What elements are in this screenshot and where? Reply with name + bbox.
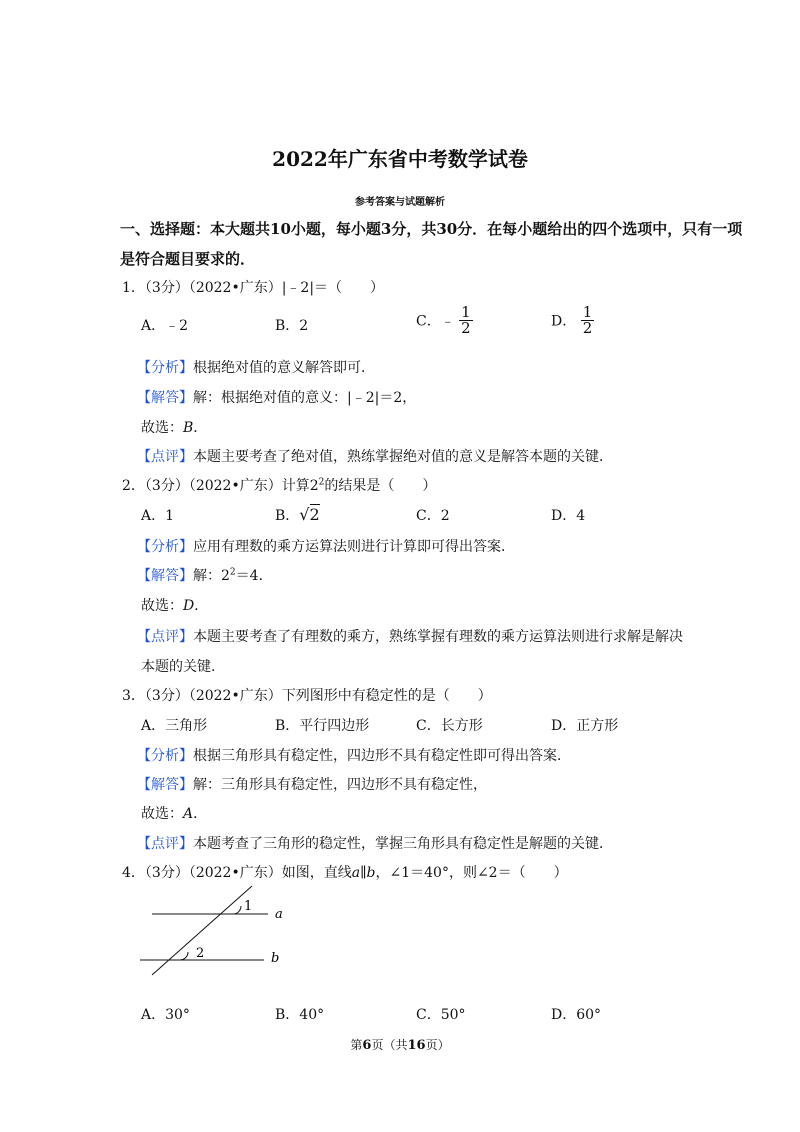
page-total: 16	[407, 1038, 426, 1053]
q3-option-d: D．正方形	[551, 718, 619, 734]
q3-comment	[137, 833, 613, 853]
q4-option-a: A．30°	[141, 1007, 190, 1023]
choice-prefix: 故选：	[141, 420, 183, 436]
angle-1-arc	[234, 906, 241, 914]
line-a-label: a	[275, 907, 283, 922]
q1-choice	[141, 417, 207, 437]
fraction-numerator: 1	[582, 303, 593, 321]
footer-prefix: 第	[350, 1038, 363, 1052]
analysis-tag: 【分析】	[137, 748, 193, 764]
comment-tag: 【点评】	[137, 836, 193, 852]
exponent: 2	[229, 567, 236, 578]
q1-comment-text: 本题主要考查了绝对值，熟练掌握绝对值的意义是解答本题的关键．	[193, 449, 613, 465]
q3-analysis-text: 根据三角形具有稳定性，四边形不具有稳定性即可得出答案．	[193, 748, 571, 764]
q1-option-c	[416, 305, 473, 336]
q1-analysis	[137, 357, 375, 377]
q2-option-b	[275, 505, 320, 525]
q1-option-d-label: D．	[551, 313, 577, 330]
choice-suffix: ．	[194, 598, 209, 614]
transversal-line	[152, 886, 252, 975]
q3-stem: 3．（3分）（2022•广东）下列图形中有稳定性的是（ ）	[122, 688, 492, 704]
q3-choice	[141, 803, 207, 823]
choice-suffix: ．	[193, 806, 208, 822]
fraction-numerator: 1	[461, 303, 471, 321]
page-number: 6	[362, 1038, 372, 1053]
q4-stem	[122, 862, 568, 882]
line-b-symbol: b	[366, 865, 376, 881]
q4-option-b: B．40°	[275, 1007, 325, 1023]
fraction-denominator: 2	[461, 319, 471, 337]
choice-letter: D	[183, 598, 195, 614]
q4-stem-text-end: ，∠1＝40°，则∠2＝（ ）	[375, 865, 568, 881]
q2-comment-text: 本题主要考查了有理数的乘方，熟练掌握有理数的乘方运算法则进行求解是解决	[193, 629, 683, 645]
q1-option-d	[551, 305, 594, 336]
q3-option-a: A．三角形	[141, 718, 208, 734]
sqrt-symbol: √	[299, 505, 310, 524]
q1-stem: 1．（3分）（2022•广东）|﹣2|＝（ ）	[122, 280, 385, 296]
q2-option-c: C．2	[416, 508, 450, 524]
q1-option-b: B．2	[275, 318, 309, 334]
footer-middle: 页（共	[371, 1038, 408, 1052]
page-footer	[0, 1036, 800, 1053]
q2-stem	[122, 475, 436, 495]
q2-option-a: A．1	[141, 508, 175, 524]
answer-tag: 【解答】	[137, 568, 193, 584]
choice-suffix: ．	[193, 420, 208, 436]
choice-letter: B	[183, 420, 194, 436]
q3-answer	[137, 774, 487, 794]
choice-letter: A	[183, 806, 194, 822]
q2-answer-text: 解：2	[193, 568, 230, 584]
analysis-tag: 【分析】	[137, 360, 193, 376]
q2-answer	[137, 565, 273, 585]
analysis-tag: 【分析】	[137, 539, 193, 555]
footer-suffix: 页）	[425, 1038, 450, 1052]
section-heading-line1: 一、选择题：本大题共10小题，每小题3分，共30分．在每小题给出的四个选项中，只有一项	[120, 220, 743, 238]
answer-tag: 【解答】	[137, 777, 193, 793]
angle-2-arc	[180, 952, 188, 960]
q1-answer-text: 解：根据绝对值的意义：|﹣2|＝2，	[193, 390, 417, 406]
q3-answer-text: 解：三角形具有稳定性，四边形不具有稳定性，	[193, 777, 487, 793]
q2-analysis	[137, 536, 515, 556]
q4-option-c: C．50°	[416, 1007, 466, 1023]
q4-stem-text: 4．（3分）（2022•广东）如图，直线	[122, 865, 352, 881]
choice-prefix: 故选：	[141, 598, 183, 614]
sqrt-radicand: 2	[309, 505, 320, 524]
q4-option-d: D．60°	[551, 1007, 602, 1023]
q2-comment	[137, 626, 683, 646]
q1-option-d-fraction	[581, 305, 595, 336]
answer-tag: 【解答】	[137, 390, 193, 406]
line-a-symbol: a	[351, 865, 361, 881]
q2-stem-text-end: 的结果是（ ）	[324, 478, 437, 494]
page-title: 2022年广东省中考数学试卷	[272, 147, 528, 171]
q2-stem-text: 2．（3分）（2022•广东）计算2	[122, 478, 319, 494]
line-b-label: b	[271, 951, 280, 966]
q1-option-c-label: C．﹣	[416, 313, 455, 330]
q2-option-d: D．4	[551, 508, 586, 524]
parallel-symbol: ∥	[360, 865, 367, 881]
angle-1-label: 1	[244, 899, 253, 914]
q2-comment-cont: 本题的关键．	[141, 659, 225, 675]
comment-tag: 【点评】	[137, 629, 193, 645]
q2-analysis-text: 应用有理数的乘方运算法则进行计算即可得出答案．	[193, 539, 515, 555]
q1-analysis-text: 根据绝对值的意义解答即可．	[193, 360, 375, 376]
q4-figure	[140, 882, 300, 982]
q3-analysis	[137, 745, 571, 765]
choice-prefix: 故选：	[141, 806, 183, 822]
q3-option-b: B．平行四边形	[275, 718, 370, 734]
q1-option-c-fraction	[459, 305, 473, 336]
q1-comment	[137, 446, 613, 466]
q2-option-b-label: B．	[275, 508, 300, 524]
comment-tag: 【点评】	[137, 449, 193, 465]
exponent: 2	[318, 477, 325, 488]
q2-answer-text-end: ＝4．	[235, 568, 273, 584]
fraction-denominator: 2	[582, 319, 593, 337]
q1-answer	[137, 387, 416, 407]
q3-option-c: C．长方形	[416, 718, 483, 734]
page-subtitle: 参考答案与试题解析	[355, 197, 445, 208]
q1-option-a: A．﹣2	[141, 318, 189, 334]
section-heading-line2: 是符合题目要求的．	[120, 250, 256, 268]
q2-choice	[141, 595, 208, 615]
angle-2-label: 2	[196, 946, 205, 961]
q3-comment-text: 本题考查了三角形的稳定性，掌握三角形具有稳定性是解题的关键．	[193, 836, 613, 852]
